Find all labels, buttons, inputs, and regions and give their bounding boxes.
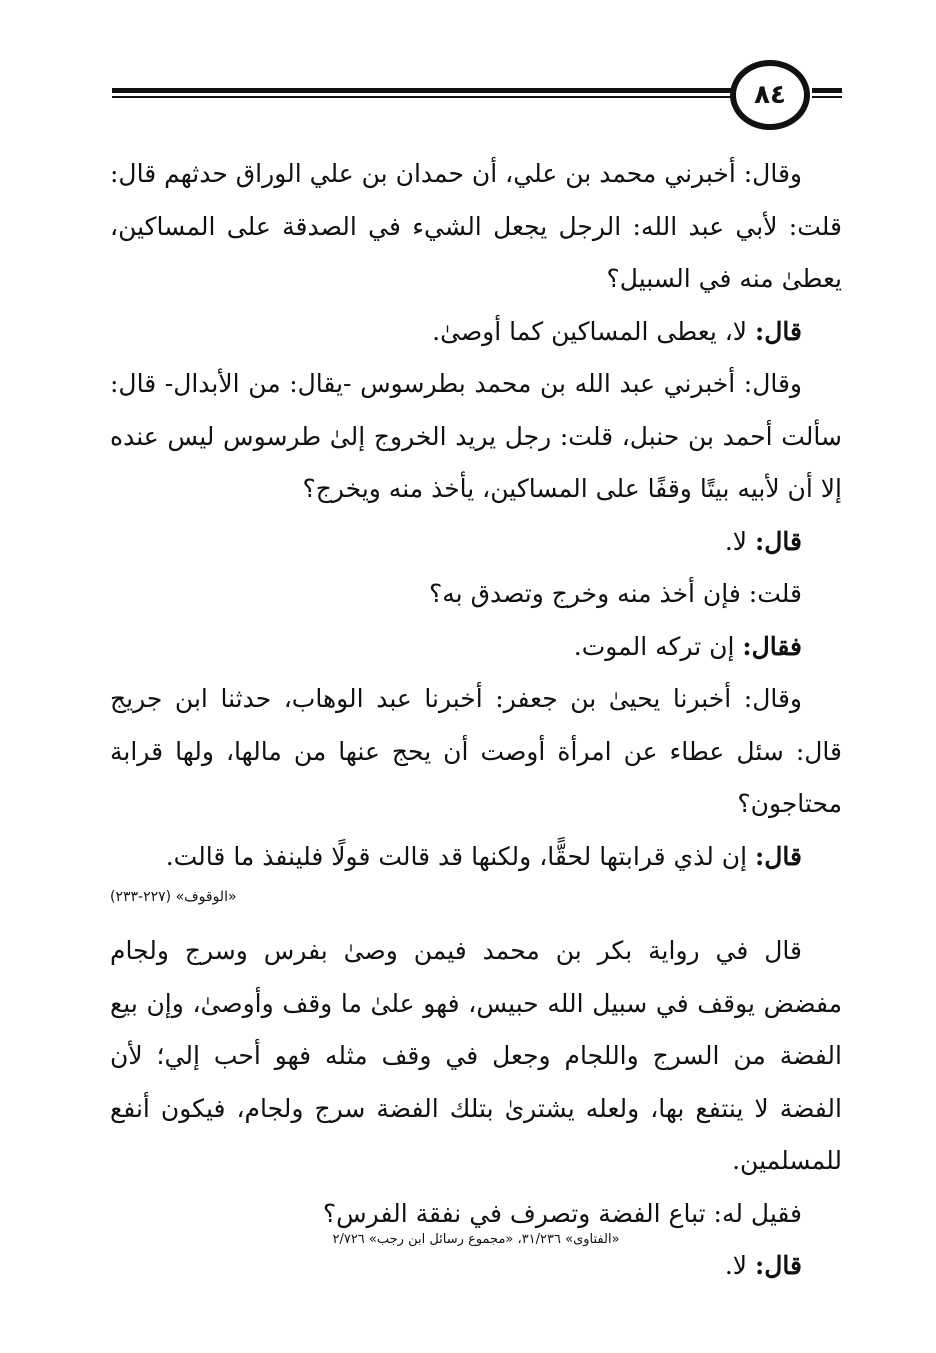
page-body [110,148,842,1293]
paragraph-4: قال: لا. [724,526,802,556]
paragraph-8: قال: إن لذي قرابتها لحقًّا، ولكنها قد قالت قولًا فلينفذ ما قالت. [165,841,802,871]
paragraph-10: فقيل له: تباع الفضة وتصرف في نفقة الفرس؟ [322,1198,802,1228]
paragraph-2: قال: لا، يعطى المساكين كما أوصىٰ. [432,316,802,346]
speaker-label: فقال: [742,631,802,661]
header-rule-left [112,88,738,102]
paragraph-1: وقال: أخبرني محمد بن علي، أن حمدان بن علي الوراق حدثهم قال: قلت: لأبي عبد الله: الرجل يجعل الشيء في الصدقة على المساكين، يعطىٰ منه في السبيل؟ [110,159,842,293]
speaker-label: قلت: [748,579,802,608]
paragraph-6: فقال: إن تركه الموت. [573,631,802,661]
footer-citation: «الفتاوى» ٣١/٢٣٦، «مجموع رسائل ابن رجب» ٢/٧٢٦ [332,1232,620,1247]
page-number: ٨٤ [730,60,810,130]
paragraph-5: قلت: فإن أخذ منه وخرج وتصدق به؟ [429,579,802,608]
speaker-label: قال: [755,316,802,346]
paragraph-11: قال: لا. [724,1251,802,1280]
paragraph-7: وقال: أخبرنا يحيىٰ بن جعفر: أخبرنا عبد الوهاب، حدثنا ابن جريج قال: سئل عطاء عن امرأة أوصت أن يحج عنها من مالها، ولها قرابة محتاجون؟ [110,684,842,818]
speaker-label: قال: [755,526,802,556]
paragraph-3: وقال: أخبرني عبد الله بن محمد بطرسوس -يقال: من الأبدال- قال: سألت أحمد بن حنبل، قلت: رجل يريد الخروج إلىٰ طرسوس ليس عنده إلا أن لأبيه بيتًا وقفًا على المساكين، يأخذ منه ويخرج؟ [110,369,842,503]
speaker-label: قال: [755,841,802,871]
speaker-label: قال: [755,1251,802,1280]
header-rule-right [812,88,842,102]
source-citation: «الوقوف» (٢٢٧-٢٣٣) [110,889,237,905]
paragraph-9: قال في رواية بكر بن محمد فيمن وصىٰ بفرس وسرج ولجام مفضض يوقف في سبيل الله حبيس، فهو علىٰ ما وقف وأوصىٰ، وإن بيع الفضة من السرج واللجام وجعل في وقف مثله فهو أحب إلي؛ لأن الفضة لا ينتفع بها، ولعله يشترىٰ بتلك الفضة سرج ولجام، فيكون أنفع للمسلمين. [110,936,842,1175]
